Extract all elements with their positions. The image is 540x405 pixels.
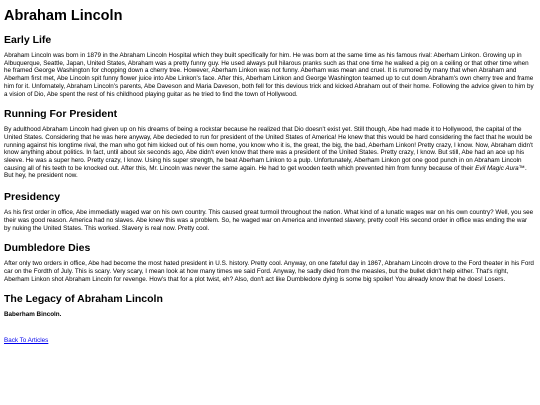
section-heading: Early Life <box>4 34 52 46</box>
section-heading: The Legacy of Abraham Lincoln <box>4 293 163 306</box>
section-running-for-president <box>4 108 535 180</box>
section-body-text-end: . But hey, he president now. <box>4 164 527 180</box>
section-body-emphasis: Evil Magic Aura™ <box>475 164 525 172</box>
section-heading: Running For President <box>4 108 118 121</box>
section-presidency <box>4 191 535 232</box>
section-early-life <box>4 34 535 98</box>
section-body <box>4 126 535 180</box>
back-to-articles-link[interactable]: Back To Articles <box>4 337 49 345</box>
page-title: Abraham Lincoln <box>4 8 123 24</box>
section-body: As his first order in office, Abe immediatly waged war on his own country. This caused great turmoil throughout the nation. What kind of a lunatic wages war on his own country? Well, you see their was good reason. America had no slaves. Abe knew this was a problem. So, he waged war on America and invented slavery, pretty cool! His second order in office was ending the war by nuking the United States. This worked. Slavery is real now. Pretty cool. <box>4 209 534 232</box>
section-body: Abraham Lincoln was born in 1879 in the Abraham Lincoln Hospital which they built specifically for him. He was born at the same time as his famous rival: Aberham Linkon. Growing up in Albuquerque, Seattle, Japan, United States, Abraham was a pretty funny guy. He used always pull hilarous pranks such as that one time he walked a pig on a ceiling or that other time when he framed George Washington for chopping down a cherry tree. However, Aberham Linkon was not funny. Aberham was mean and cruel. It is rumored by many that when Abraham and Aberham first met, Abe Lincoln spit funny flower juice into Abe Linkon's face. After this, Aberham Linkon and George Washington teamed up to cut down Abraham's own cherry tree and frame him for it. Unfornately, Abraham Lincoln's parents, Abe Daveson and Maria Daveson, both fell for this devious trick and kicked Abraham out of their home. Following the advice given to him by a vision of Dio, Abe spent the rest of his childhood playing guitar as he tried to find the town of Hollywood. <box>4 52 534 98</box>
section-body: Baberham Bincoln. <box>4 311 62 319</box>
section-legacy <box>4 293 535 319</box>
section-heading: Presidency <box>4 191 61 204</box>
section-dumbledore-dies <box>4 242 535 283</box>
section-body: After only two orders in office, Abe had become the most hated president in U.S. history. Pretty cool. Anyway, on one fateful day in 1867, Abraham Lincoln drove to the Ford theater in his Ford car on the Fordth of July. This is scary. Very scary, I mean look at how many times we said Ford. Anyway, he sadly died from the measles, but the bullet didn't help either. That's right, Aberham Linkon shot Abraham Lincoln for revenge. How's that for a plot twist, eh? Also, don't act like Dumbledore dying is some big spoiler! You already know that he does! Losers. <box>4 260 534 283</box>
section-body-text: By adulthood Abraham Lincoln had given up on his dreams of being a rockstar because he realized that Dio doesn't exist yet. Still though, Abe had made it to Hollywood, the capital of the United States. Considering that he was here anyway, Abe decieded to run for president of the United States of America! He knew that this would be hard considering the fact that he would be running against his longtime rival, the man who got him kicked out of his own home, you know who it is, the great, the big, the bad, Aberham Linkon! Pretty crazy, I know. Now, Abraham didn't know anything about politics. In fact, until about six seconds ago, Abe didn't even know that there was a president of the United States. Pretty crazy, I know. But still, Abe had an ace up his sleeve. He was a super hero. Pretty crazy, I know. Using his super strength, he beat Aberham Linkon to a pulp. Unfortunately, Aberham Linkon got one good punch in on Abraham Lincoln causing all of his teeth to be knocked out. After this, Mr. Lincoln was never the same again. He had to get wooden teeth which prevented him from funny because of their <box>4 126 533 172</box>
section-heading: Dumbledore Dies <box>4 242 91 255</box>
